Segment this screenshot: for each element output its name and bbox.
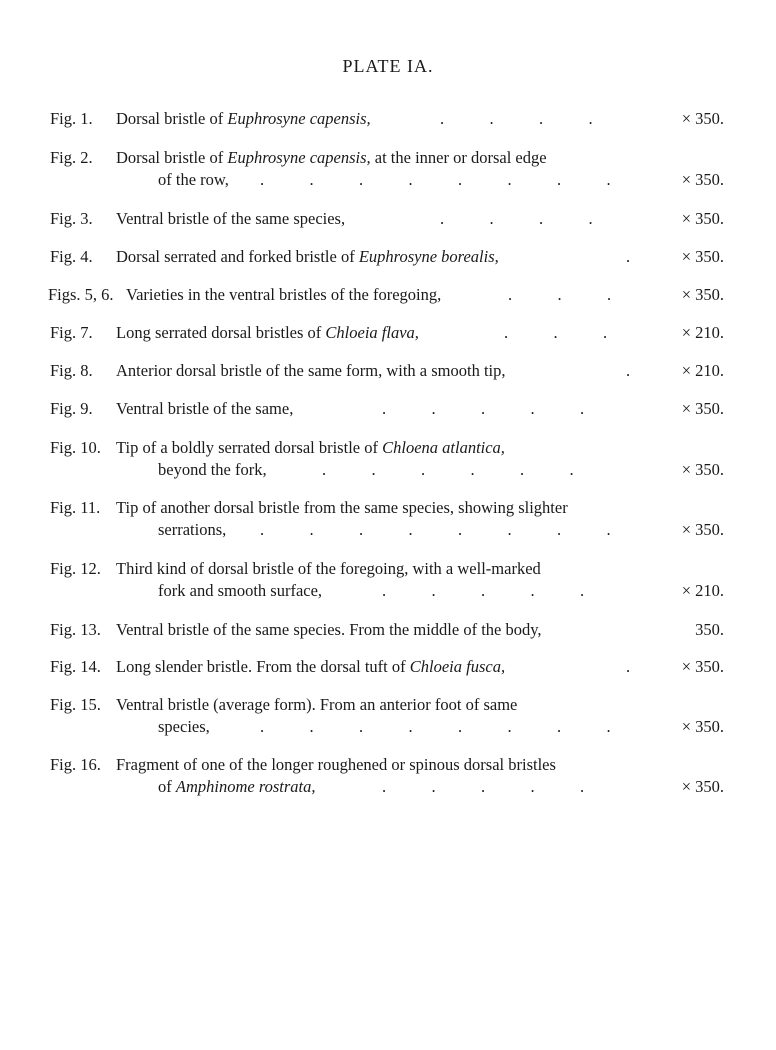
magnification: × 350. [681, 460, 724, 479]
figure-label: Fig. 1. [50, 109, 93, 128]
leader-dots: . . . . . . [322, 460, 574, 479]
figure-label: Fig. 9. [50, 399, 93, 418]
magnification: × 350. [681, 247, 724, 266]
magnification: × 350. [681, 399, 724, 418]
figure-description: Fragment of one of the longer roughened or spinous dorsal bristles [116, 755, 556, 774]
plate-title: PLATE IA. [342, 56, 434, 76]
magnification: × 350. [681, 170, 724, 189]
figure-continuation: of the row, [158, 170, 229, 189]
magnification: × 350. [681, 285, 724, 304]
leader-dots: . . . . . . . . [260, 717, 611, 736]
magnification: × 350. [681, 717, 724, 736]
figure-description: Ventral bristle of the same species, [116, 209, 346, 228]
figure-continuation: fork and smooth surface, [158, 581, 323, 600]
figure-label: Fig. 8. [50, 361, 93, 380]
leader-dots: . [626, 247, 631, 266]
leader-dots: . . . . [440, 109, 593, 128]
figure-description: Dorsal serrated and forked bristle of [116, 247, 359, 266]
figure-entry-15 [50, 694, 730, 738]
figure-label: Fig. 11. [50, 498, 101, 517]
leader-dots: . . . [504, 323, 608, 342]
figure-description: Third kind of dorsal bristle of the foregoing, with a well-marked [116, 559, 541, 578]
figure-entry-1 [50, 108, 730, 130]
figure-label: Fig. 15. [50, 695, 101, 714]
figure-entry-13 [50, 619, 730, 641]
figure-description: Dorsal bristle of [116, 148, 228, 167]
species-name: Chloena atlantica, [382, 438, 505, 457]
figure-description: Ventral bristle (average form). From an anterior foot of same [116, 695, 518, 714]
magnification: × 210. [681, 361, 724, 380]
figure-entry-3 [50, 208, 730, 230]
leader-dots: . . . . . [382, 777, 585, 796]
figure-label: Fig. 12. [50, 559, 101, 578]
leader-dots: . . . . . [382, 399, 585, 418]
species-name: Chloeia flava, [325, 323, 419, 342]
figure-entry-8 [50, 360, 730, 382]
species-name: Euphrosyne capensis, [227, 109, 371, 128]
figure-entry-7 [50, 322, 730, 344]
figure-continuation: of [158, 777, 176, 796]
figure-entry-16 [50, 754, 730, 798]
figure-entry-10 [50, 437, 730, 481]
species-name: Amphinome rostrata, [175, 777, 316, 796]
figure-label: Fig. 7. [50, 323, 93, 342]
figure-continuation: species, [158, 717, 210, 736]
figure-label: Figs. 5, 6. [48, 285, 114, 304]
figure-description: Ventral bristle of the same species. From the middle of the body, [116, 620, 542, 639]
species-name: Euphrosyne borealis, [358, 247, 499, 266]
magnification: × 210. [681, 323, 724, 342]
figure-description: Varieties in the ventral bristles of the foregoing, [126, 285, 442, 304]
figure-entry-11 [50, 497, 730, 541]
magnification: × 350. [681, 520, 724, 539]
figure-entry-5-6 [50, 284, 730, 306]
figure-description: Tip of a boldly serrated dorsal bristle of [116, 438, 383, 457]
figure-entry-14 [50, 656, 730, 678]
figure-description-rest: at the inner or dorsal edge [370, 148, 547, 167]
figure-description: Dorsal bristle of [116, 109, 228, 128]
leader-dots: . [626, 361, 631, 380]
figure-label: Fig. 13. [50, 620, 101, 639]
leader-dots: . . . . [440, 209, 593, 228]
figure-description: Long slender bristle. From the dorsal tuft of [116, 657, 410, 676]
figure-description: Long serrated dorsal bristles of [116, 323, 326, 342]
magnification: × 350. [681, 777, 724, 796]
magnification: × 350. [681, 109, 724, 128]
magnification: × 350. [681, 209, 724, 228]
species-name: Chloeia fusca, [409, 657, 506, 676]
figure-label: Fig. 4. [50, 247, 93, 266]
figure-description: Anterior dorsal bristle of the same form, with a smooth tip, [116, 361, 506, 380]
figure-entry-4 [50, 246, 730, 268]
figure-label: Fig. 14. [50, 657, 101, 676]
figure-entry-2 [50, 147, 730, 191]
leader-dots: . . . . . [382, 581, 585, 600]
figure-description: Tip of another dorsal bristle from the same species, showing slighter [116, 498, 568, 517]
magnification: × 210. [681, 581, 724, 600]
figure-label: Fig. 3. [50, 209, 93, 228]
leader-dots: . . . . . . . . [260, 520, 611, 539]
leader-dots: . [626, 657, 631, 676]
leader-dots: . . . . . . . . [260, 170, 611, 189]
figure-continuation: beyond the fork, [158, 460, 267, 479]
figure-label: Fig. 2. [50, 148, 93, 167]
magnification: 350. [695, 620, 724, 639]
species-name: Euphrosyne capensis, [227, 148, 371, 167]
figure-continuation: serrations, [158, 520, 227, 539]
figure-entry-12 [50, 558, 730, 602]
figure-label: Fig. 16. [50, 755, 101, 774]
magnification: × 350. [681, 657, 724, 676]
leader-dots: . . . [508, 285, 612, 304]
figure-description: Ventral bristle of the same, [116, 399, 294, 418]
figure-entry-9 [50, 398, 730, 420]
figure-label: Fig. 10. [50, 438, 101, 457]
